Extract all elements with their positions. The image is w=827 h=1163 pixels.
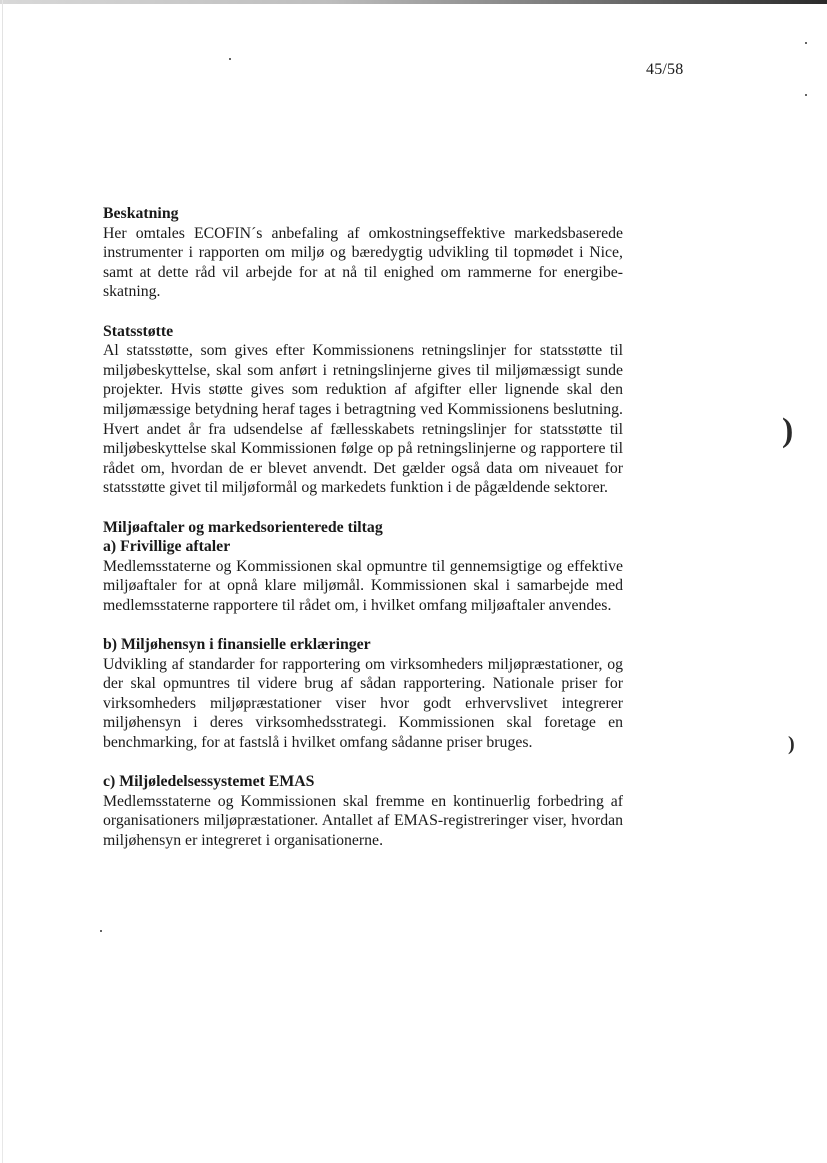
section-paragraph: Udvikling af standarder for rapportering om virksomheders miljøpræstationer, og der skal opmuntres til videre brug af sådan rapportering. Nationale priser for virksomheders miljøpræstationer viser hvor godt erhvervslivet integrerer miljøhensyn i deres virksomhedsstrategi. Kommissionen skal foretage en benchmarking, for at fastslå i hvilket omfang sådanne priser bruges. xyxy=(103,655,623,752)
section-beskatning xyxy=(103,204,623,302)
section-heading: c) Miljøledelsessystemet EMAS xyxy=(103,773,315,791)
section-paragraph: Her omtales ECOFIN´s anbefaling af omkostningseffektive markedsbaserede instrumenter i rapporten om miljø og bæredygtig udvikling til topmødet i Nice, samt at dette råd vil arbejde for at nå til enighed om rammerne for energibeskatning. xyxy=(103,224,623,301)
scan-speck xyxy=(805,42,807,44)
section-paragraph: Medlemsstaterne og Kommissionen skal opmuntre til gennemsigtige og effektive miljøaftaler for at opnå klare miljømål. Kommissionen skal i samarbejde med medlemsstaterne rapportere til rådet om, i hvilket omfang miljøaftaler anvendes. xyxy=(103,557,623,614)
scan-speck xyxy=(100,930,102,932)
section-emas xyxy=(103,772,623,850)
section-statsstotte xyxy=(103,322,623,498)
section-subheading: a) Frivillige aftaler xyxy=(103,538,231,556)
scan-speck xyxy=(805,94,807,96)
section-paragraph: Al statsstøtte, som gives efter Kommissionens retningslinjer for statsstøtte til miljøbeskyttelse, skal som anført i retningslinjerne gives til miljømæssigt sunde projekter. Hvis støtte gives som reduktion af afgifter eller lignende skal den miljømæssige betydning heraf tages i betragtning ved Kommissionens beslutning. Hvert andet år fra udsendelse af fællesskabets retningslinjer for statsstøtte til miljøbeskyttelse skal Kommissionen følge op på retningslinjerne og rapportere til rådet om, hvordan de er blevet anvendt. Det gælder også data om niveauet for statsstøtte givet til miljøformål og markedets funktion i de pågældende sektorer. xyxy=(103,342,623,497)
margin-mark-bottom: ) xyxy=(788,733,795,755)
scan-speck xyxy=(229,58,231,60)
section-miljohensyn xyxy=(103,635,623,753)
section-heading: b) Miljøhensyn i finansielle erklæringer xyxy=(103,636,371,654)
section-heading: Beskatning xyxy=(103,205,179,222)
section-heading: Miljøaftaler og markedsorienterede tiltag xyxy=(103,518,383,536)
section-paragraph: Medlemsstaterne og Kommissionen skal fremme en kontinuerlig forbedring af organisationers miljøpræstationer. Antallet af EMAS-registreringer viser, hvordan miljøhensyn er integreret i organisationerne. xyxy=(103,792,623,849)
margin-mark-top: ) xyxy=(782,412,794,449)
section-heading: Statsstøtte xyxy=(103,322,174,340)
section-miljoaftaler xyxy=(103,518,623,616)
scan-edge-top xyxy=(0,0,827,4)
page-number: 45/58 xyxy=(646,61,684,78)
scan-edge-left xyxy=(2,0,3,1163)
document-body xyxy=(103,204,623,870)
